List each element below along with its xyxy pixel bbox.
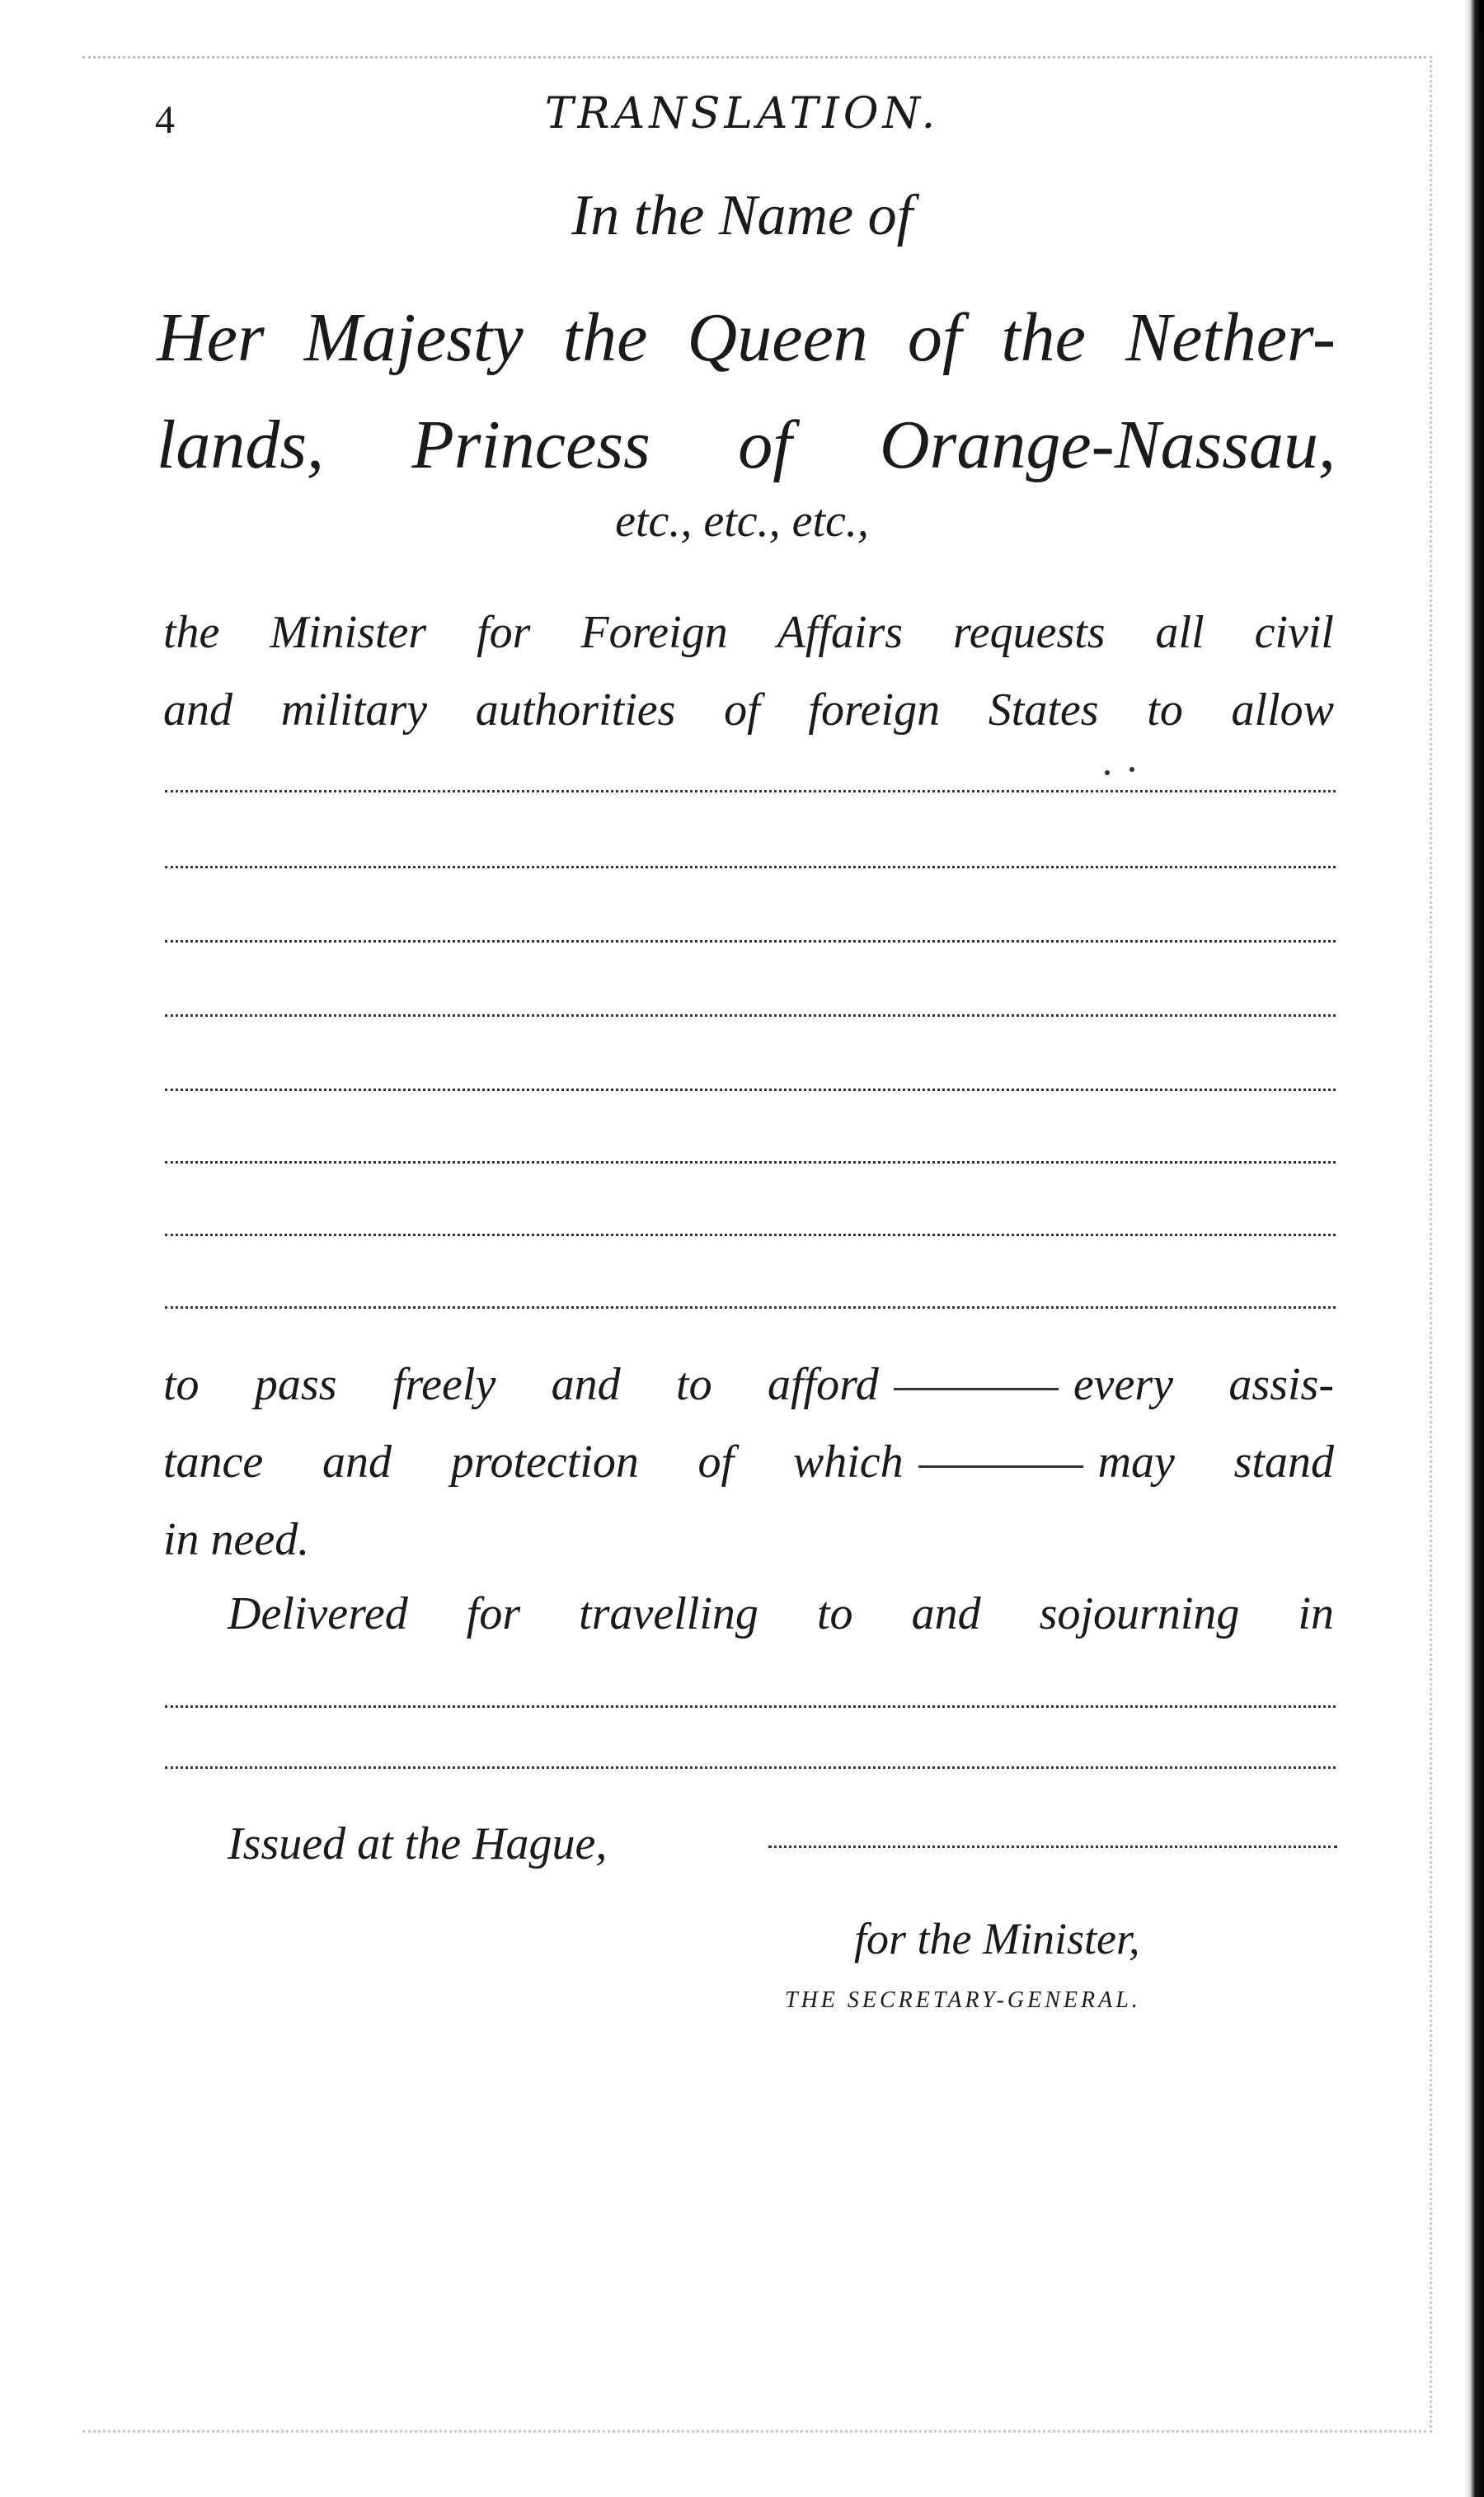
pronoun-blank-2[interactable] bbox=[918, 1465, 1083, 1468]
request-line-1: the Minister for Foreign Affairs requests all civil bbox=[163, 607, 1334, 658]
secretary-general-signature: THE SECRETARY-GENERAL. bbox=[785, 1987, 1141, 2013]
page-edge-shadow bbox=[1464, 0, 1484, 2497]
name-fill-line-4[interactable] bbox=[165, 1014, 1336, 1017]
pass-line-2 bbox=[163, 1423, 1334, 1501]
pass-line-1-end: every assis- bbox=[1073, 1359, 1334, 1410]
heading-majesty bbox=[157, 284, 1336, 499]
request-paragraph bbox=[163, 594, 1334, 749]
pass-paragraph bbox=[163, 1346, 1334, 1578]
name-fill-line-6[interactable] bbox=[165, 1161, 1336, 1164]
pass-line-3: in need. bbox=[163, 1514, 310, 1565]
name-fill-line-1[interactable] bbox=[165, 790, 1336, 792]
delivered-line: Delivered for travelling to and sojourning in bbox=[228, 1588, 1334, 1639]
pass-line-2-start: tance and protection of which bbox=[163, 1437, 904, 1488]
name-fill-line-7[interactable] bbox=[165, 1234, 1336, 1236]
name-fill-line-2[interactable] bbox=[165, 866, 1336, 868]
page-number: 4 bbox=[155, 98, 175, 142]
destination-fill-line-2[interactable] bbox=[165, 1766, 1336, 1769]
heading-etc: etc., etc., etc., bbox=[615, 496, 869, 547]
pass-line-1-start: to pass freely and to afford bbox=[163, 1359, 879, 1410]
heading-majesty-line2: lands, Princess of Orange-Nassau, bbox=[157, 407, 1336, 483]
running-head: TRANSLATION. bbox=[544, 89, 940, 139]
name-fill-line-5[interactable] bbox=[165, 1089, 1336, 1091]
date-fill-line[interactable] bbox=[768, 1846, 1337, 1848]
pass-line-2-end: may stand bbox=[1097, 1437, 1334, 1488]
pass-line-1 bbox=[163, 1346, 1334, 1423]
name-fill-line-3[interactable] bbox=[165, 940, 1336, 943]
ink-speck bbox=[1129, 767, 1134, 772]
delivered-paragraph bbox=[228, 1575, 1334, 1653]
ink-speck bbox=[1105, 770, 1110, 775]
heading-majesty-line1: Her Majesty the Queen of the Nether- bbox=[157, 299, 1336, 376]
destination-fill-line-1[interactable] bbox=[165, 1705, 1336, 1708]
name-fill-line-8[interactable] bbox=[165, 1306, 1336, 1309]
issued-at-label: Issued at the Hague, bbox=[228, 1818, 608, 1869]
heading-name-of: In the Name of bbox=[571, 184, 913, 247]
request-line-2: and military authorities of foreign States to allow bbox=[163, 684, 1334, 736]
for-the-minister: for the Minister, bbox=[854, 1914, 1140, 1963]
pronoun-blank-1[interactable] bbox=[894, 1388, 1059, 1390]
page-edge-corner bbox=[1479, 0, 1484, 33]
